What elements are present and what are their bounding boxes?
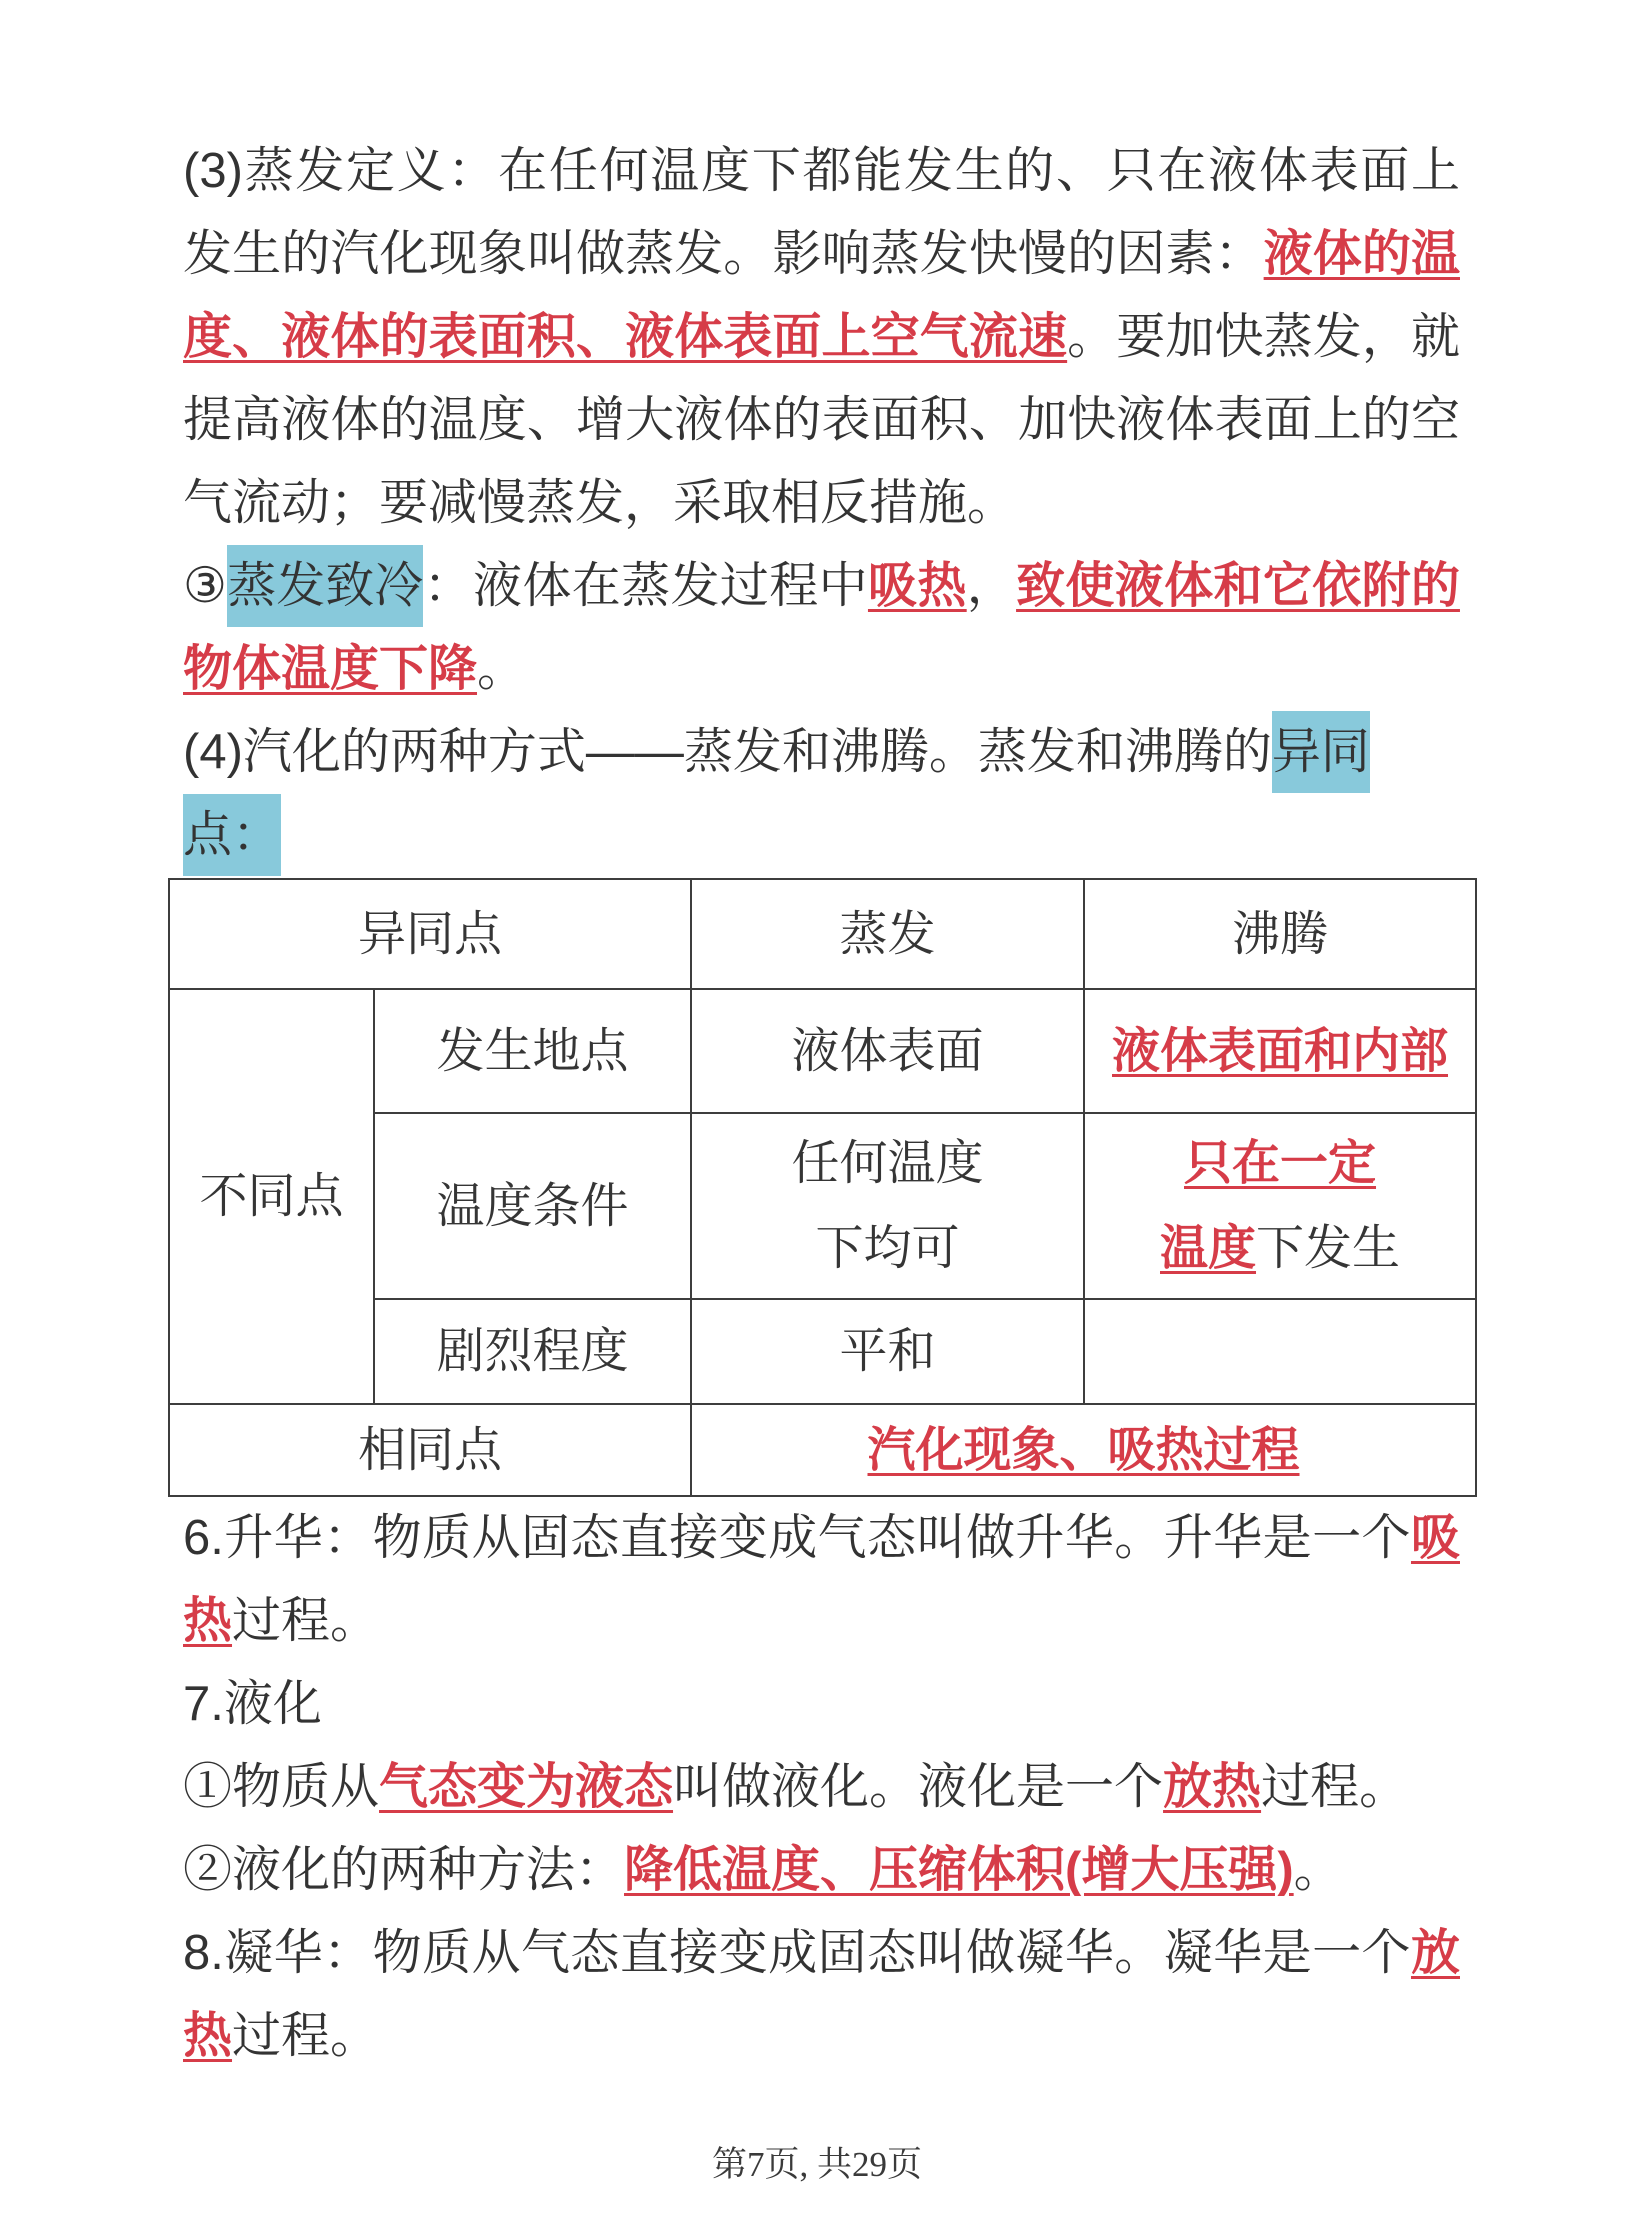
phase-changes-section	[183, 1497, 1460, 2078]
text-line	[183, 1497, 1460, 1580]
highlighted-term: 蒸发致冷	[227, 545, 423, 627]
key-answer: 吸热	[867, 559, 967, 613]
header-boiling: 沸腾	[1084, 879, 1476, 989]
cell-line: 任何温度	[791, 1137, 984, 1190]
text-line	[183, 296, 1460, 379]
plain-text: ：液体在蒸发过程中	[423, 559, 868, 613]
text-line	[183, 1912, 1460, 1995]
text-line	[183, 1580, 1460, 1663]
key-answer: 度、液体的表面积、液体表面上空气流速	[183, 310, 1068, 364]
text-line	[183, 1663, 1460, 1746]
table-row	[169, 989, 1476, 1113]
key-answer: 汽化现象、吸热过程	[867, 1423, 1300, 1477]
plain-text: ，	[966, 559, 1017, 613]
key-answer: 致使液体和它依附的	[1016, 559, 1460, 613]
key-answer: 热	[183, 2009, 233, 2063]
header-aspect: 异同点	[169, 879, 691, 989]
evaporation-cell	[691, 989, 1084, 1113]
plain-text: 过程。	[1261, 1760, 1409, 1814]
table-row	[169, 1404, 1476, 1496]
plain-text: 气流动；要减慢蒸发，采取相反措施。	[183, 476, 1017, 530]
cell-line	[1085, 1121, 1475, 1206]
evaporation-cell	[691, 1299, 1084, 1404]
key-answer: 物体温度下降	[183, 642, 478, 696]
aspect-cell: 温度条件	[374, 1113, 691, 1299]
boiling-cell	[1084, 1113, 1476, 1299]
cell-line: 下均可	[815, 1222, 960, 1275]
text-line	[183, 711, 1460, 794]
plain-text: 。	[477, 642, 527, 696]
plain-text: 。要加快蒸发，就	[1067, 310, 1460, 364]
plain-text: 下发生	[1256, 1222, 1401, 1275]
cell-line	[1085, 1009, 1475, 1094]
boiling-cell	[1084, 989, 1476, 1113]
plain-text: ②液化的两种方法：	[183, 1843, 625, 1897]
similarities-label: 相同点	[169, 1404, 691, 1496]
key-answer: 放	[1410, 1926, 1460, 1980]
highlighted-term: 点：	[183, 794, 281, 876]
key-answer: 温度	[1160, 1222, 1257, 1275]
plain-text: 提高液体的温度、增大液体的表面积、加快液体表面上的空	[183, 393, 1460, 447]
key-answer: 降低温度、压缩体积(增大压强)	[624, 1843, 1294, 1897]
evaporation-section	[183, 130, 1460, 877]
text-line	[183, 1829, 1460, 1912]
plain-text: 6.升华：物质从固态直接变成气态叫做升华。升华是一个	[183, 1511, 1411, 1565]
plain-text: 8.凝华：物质从气态直接变成固态叫做凝华。凝华是一个	[183, 1926, 1411, 1980]
key-answer: 放热	[1163, 1760, 1262, 1814]
plain-text: 叫做液化。液化是一个	[673, 1760, 1164, 1814]
key-answer: 液体的温	[1263, 227, 1460, 281]
plain-text: ①物质从	[183, 1760, 380, 1814]
aspect-cell: 发生地点	[374, 989, 691, 1113]
table-header-row	[169, 879, 1476, 989]
similarities-cell	[691, 1404, 1476, 1496]
evaporation-cell	[691, 1113, 1084, 1299]
key-answer: 只在一定	[1184, 1137, 1377, 1190]
text-line	[183, 462, 1460, 545]
evaporation-boiling-comparison-table	[168, 878, 1477, 1497]
text-line	[183, 545, 1460, 628]
key-answer: 吸	[1410, 1511, 1460, 1565]
text-line	[183, 1746, 1460, 1829]
evaporation-definition-text: (3)蒸发定义：在任何温度下都能发生的、只在液体表面上	[183, 144, 1460, 198]
key-answer: 液体表面和内部	[1112, 1024, 1449, 1078]
key-answer: 气态变为液态	[379, 1760, 674, 1814]
plain-text: 。	[1293, 1843, 1343, 1897]
text-line	[183, 130, 1460, 213]
highlighted-term: 异同	[1272, 711, 1370, 793]
header-evaporation: 蒸发	[691, 879, 1084, 989]
text-line	[183, 379, 1460, 462]
key-answer: 热	[183, 1594, 233, 1648]
text-line	[183, 1995, 1460, 2078]
text-line	[183, 794, 1460, 877]
differences-label: 不同点	[169, 989, 374, 1404]
plain-text: 过程。	[232, 2009, 380, 2063]
boiling-cell-blank	[1084, 1299, 1476, 1404]
text-line	[183, 628, 1460, 711]
cell-line: 液体表面	[791, 1024, 984, 1078]
plain-text: 发生的汽化现象叫做蒸发。影响蒸发快慢的因素：	[183, 227, 1264, 281]
cell-line: 平和	[839, 1325, 936, 1378]
section-heading: 7.液化	[183, 1677, 322, 1731]
cell-line	[1085, 1206, 1475, 1291]
text-line	[183, 213, 1460, 296]
list-marker: ③	[183, 559, 228, 613]
aspect-cell: 剧烈程度	[374, 1299, 691, 1404]
plain-text: (4)汽化的两种方式——蒸发和沸腾。蒸发和沸腾的	[183, 725, 1272, 779]
page-number-footer: 第7页, 共29页	[711, 2145, 922, 2184]
plain-text: 过程。	[232, 1594, 380, 1648]
